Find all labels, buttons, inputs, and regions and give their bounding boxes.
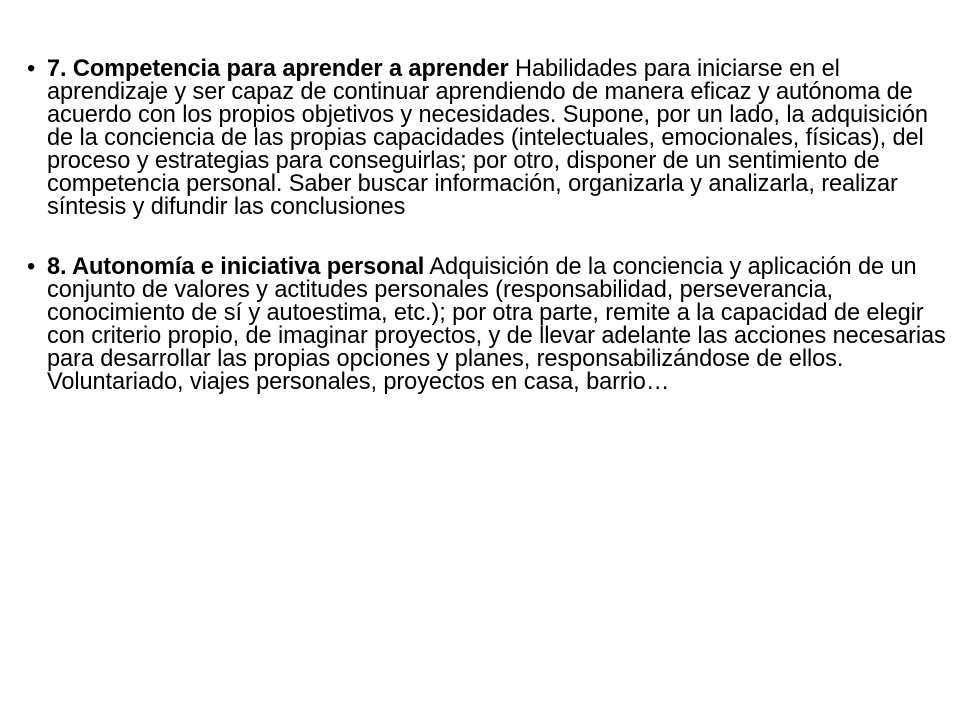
bullet-text: Adquisición de la conciencia y aplicación de un conjunto de valores y actitudes personales (responsabilidad, perseverancia, conocimiento de sí y autoestima, etc.); por otra parte, remite a la capacidad de elegir con criterio propio, de imaginar proyectos, y de llevar adelante las acciones necesarias para desarrollar las propias opciones y planes, responsabilizándose de ellos. Voluntariado, viajes personales, proyectos en casa, barrio… <box>47 254 946 395</box>
bullet-title: 8. Autonomía e iniciativa personal <box>47 254 425 280</box>
bullet-item-autonomia-iniciativa <box>0 256 960 394</box>
bullet-item-competencia-aprender <box>0 58 960 219</box>
bullet-title: 7. Competencia para aprender a aprender <box>47 56 509 82</box>
bullet-text: Habilidades para iniciarse en el aprendizaje y ser capaz de continuar aprendiendo de manera eficaz y autónoma de acuerdo con los propios objetivos y necesidades. Supone, por un lado, la adquisición de la conciencia de las propias capacidades (intelectuales, emocionales, físicas), del proceso y estrategias para conseguirlas; por otro, disponer de un sentimiento de competencia personal. Saber buscar información, organizarla y analizarla, realizar síntesis y difundir las conclusiones <box>47 56 928 220</box>
bullet-list <box>0 58 960 431</box>
